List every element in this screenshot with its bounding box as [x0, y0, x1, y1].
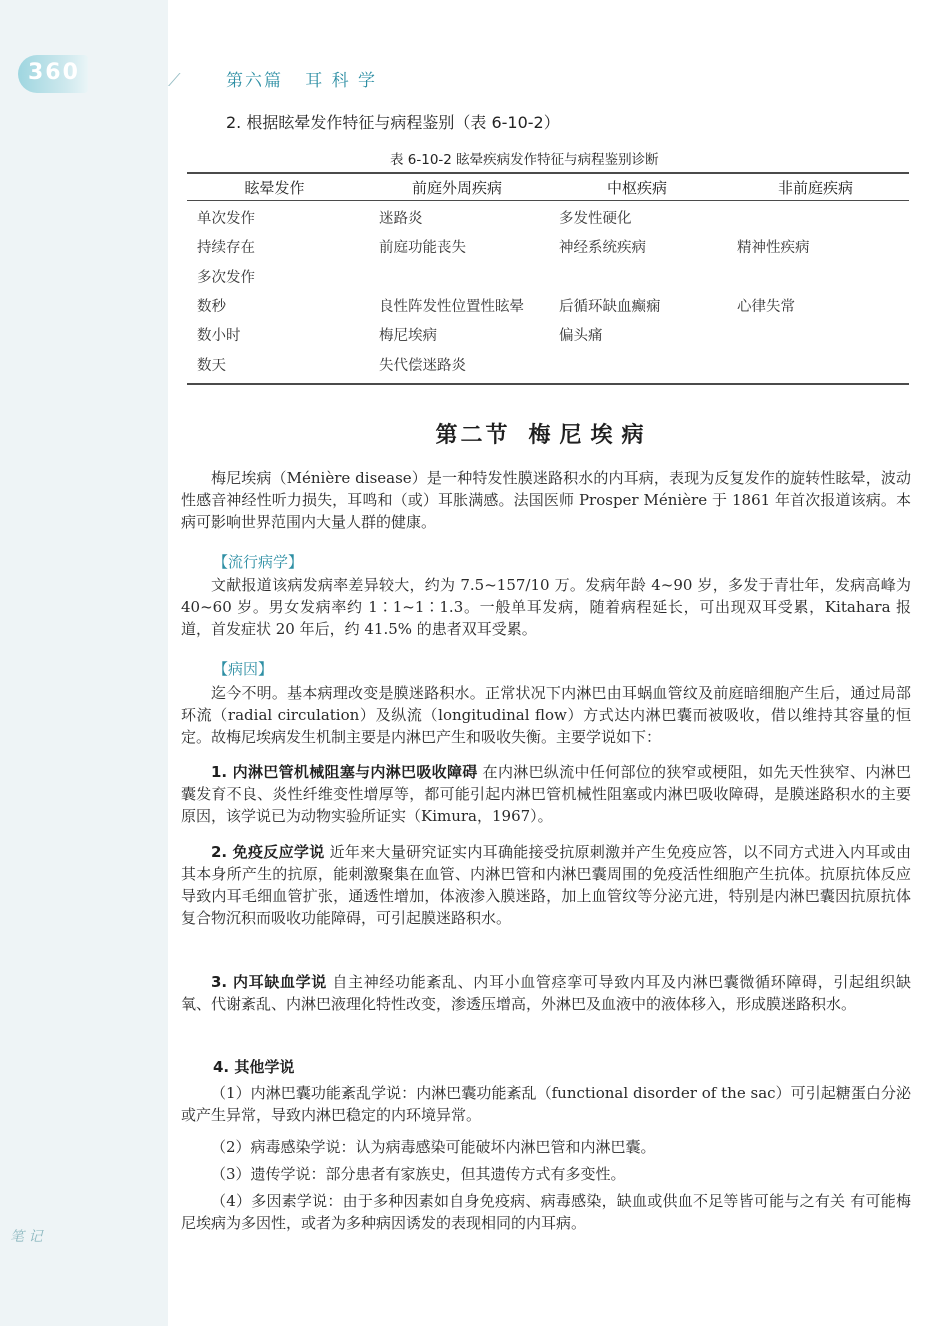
margin-note-label: 笔 记: [10, 1229, 43, 1245]
table-row: [187, 291, 909, 320]
table-cell: 多发性硬化: [559, 211, 632, 228]
table-header-cell: 非前庭疾病: [777, 178, 853, 197]
other-theory-item: （3）遗传学说：部分患者有家族史，但其遗传方式有多变性。: [211, 1165, 626, 1183]
table-header-cell: 眩晕发作: [244, 178, 305, 197]
epidemiology-paragraph: 文献报道该病发病率差异较大，约为 7.5~157/10 万。发病年龄 4~90 岁，多发于青壮年，发病高峰为 40~60 岁。男女发病率约 1∶1~1∶1.3。一般单耳发病，随着病程延长，可出现双耳受累，Kitahara 报道，首发症状 20 年后，约 41.5% 的患者双耳受累。: [181, 576, 911, 638]
table-row: [187, 320, 909, 349]
table-cell: 单次发作: [197, 211, 255, 228]
section-number: 第二节: [435, 423, 511, 448]
theory-paragraph: [181, 971, 911, 1015]
theory-text: 在内淋巴纵流中任何部位的狭窄或梗阻，如先天性狭窄、内淋巴囊发育不良、炎性纤维变性增厚等，都可能引起内淋巴管机械性阻塞或内淋巴吸收障碍，是膜迷路积水的主要原因，该学说已为动物实验所证实（Kimura，1967）。: [181, 763, 911, 825]
other-theory-item: （1）内淋巴囊功能紊乱学说：内淋巴囊功能紊乱（functional disorder of the sac）可引起糖蛋白分泌或产生异常，导致内淋巴稳定的内环境异常。: [181, 1084, 911, 1124]
table-caption: 表 6-10-2 眩晕疾病发作特征与病程鉴别诊断: [390, 152, 659, 168]
table-cell: 神经系统疾病: [559, 240, 646, 257]
table-cell: 前庭功能丧失: [379, 240, 466, 257]
table-cell: 梅尼埃病: [379, 328, 437, 345]
table-cell: 心律失常: [737, 299, 795, 316]
left-margin-gutter: [0, 0, 168, 1326]
table-bottom-rule: [187, 383, 909, 385]
section-name: 梅尼埃病: [528, 423, 653, 448]
table-cell: 精神性疾病: [737, 240, 810, 257]
table-cell: 数小时: [197, 328, 241, 345]
theory-text: 自主神经功能紊乱、内耳小血管痉挛可导致内耳及内淋巴囊微循环障碍，引起组织缺氧、代谢紊乱、内淋巴液理化特性改变，渗透压增高，外淋巴及血液中的液体移入，形成膜迷路积水。: [181, 973, 911, 1013]
running-head: 第六篇 耳 科 学: [226, 71, 378, 91]
table-cell: 持续存在: [197, 240, 255, 257]
table-row: [187, 262, 909, 291]
other-theory-item: （2）病毒感染学说：认为病毒感染可能破坏内淋巴管和内淋巴囊。: [211, 1138, 656, 1156]
table-cell: 良性阵发性位置性眩晕: [379, 299, 524, 316]
table-cell: 多次发作: [197, 269, 255, 286]
table-body: [187, 201, 909, 383]
decorative-mark-icon: ⟋: [168, 70, 181, 91]
table-cell: 迷路炎: [379, 211, 423, 228]
table-cell: 数秒: [197, 299, 226, 316]
table-row: [187, 203, 909, 232]
epidemiology-heading: 【流行病学】: [213, 553, 304, 571]
table-cell: 后循环缺血癫痫: [559, 299, 661, 316]
theory-text: 近年来大量研究证实内耳确能接受抗原刺激并产生免疫应答，以不同方式进入内耳或由其本身所产生的抗原，能刺激聚集在血管、内淋巴管和内淋巴囊周围的免疫活性细胞产生抗体。抗原抗体反应导致内耳毛细血管扩张，通透性增加，体液渗入膜迷路，加上血管纹等分泌亢进，特别是内淋巴囊因抗原抗体复合物沉积而吸收功能障碍，可引起膜迷路积水。: [181, 843, 911, 927]
table-header-cell: 中枢疾病: [606, 178, 667, 197]
table-cell: 数天: [197, 357, 226, 374]
theory-paragraph: [181, 761, 911, 827]
table-header-row: [187, 174, 909, 200]
theory-title: 1. 内淋巴管机械阻塞与内淋巴吸收障碍: [211, 763, 478, 781]
table-header-cell: 前庭外周疾病: [411, 178, 502, 197]
table-cell: 失代偿迷路炎: [379, 357, 466, 374]
other-theories-heading: 4. 其他学说: [213, 1058, 295, 1076]
table-row: [187, 232, 909, 261]
theory-title: 3. 内耳缺血学说: [211, 973, 327, 991]
section-title: [0, 418, 950, 449]
etiology-heading: 【病因】: [213, 660, 274, 678]
theory-paragraph: [181, 841, 911, 929]
page-number: 360: [28, 60, 80, 85]
table-row: [187, 349, 909, 378]
differential-diagnosis-table: [187, 172, 909, 385]
other-theory-item: （4）多因素学说：由于多种因素如自身免疫病、病毒感染，缺血或供血不足等皆可能与之有关 有可能梅尼埃病为多因性，或者为多种病因诱发的表现相同的内耳病。: [181, 1192, 911, 1232]
table-cell: 偏头痛: [559, 328, 603, 345]
sub-heading: 2. 根据眩晕发作特征与病程鉴别（表 6-10-2）: [226, 113, 560, 132]
intro-paragraph: 梅尼埃病（Ménière disease）是一种特发性膜迷路积水的内耳病，表现为反复发作的旋转性眩晕，波动性感音神经性听力损失，耳鸣和（或）耳胀满感。法国医师 Prosper Ménière 于 1861 年首次报道该病。本病可影响世界范围内大量人群的健康。: [181, 469, 911, 531]
theory-title: 2. 免疫反应学说: [211, 843, 325, 861]
etiology-paragraph: 迄今不明。基本病理改变是膜迷路积水。正常状况下内淋巴由耳蜗血管纹及前庭暗细胞产生后，通过局部环流（radial circulation）及纵流（longitudinal flow）方式达内淋巴囊而被吸收，借以维持其容量的恒定。故梅尼埃病发生机制主要是内淋巴产生和吸收失衡。主要学说如下：: [181, 684, 911, 746]
